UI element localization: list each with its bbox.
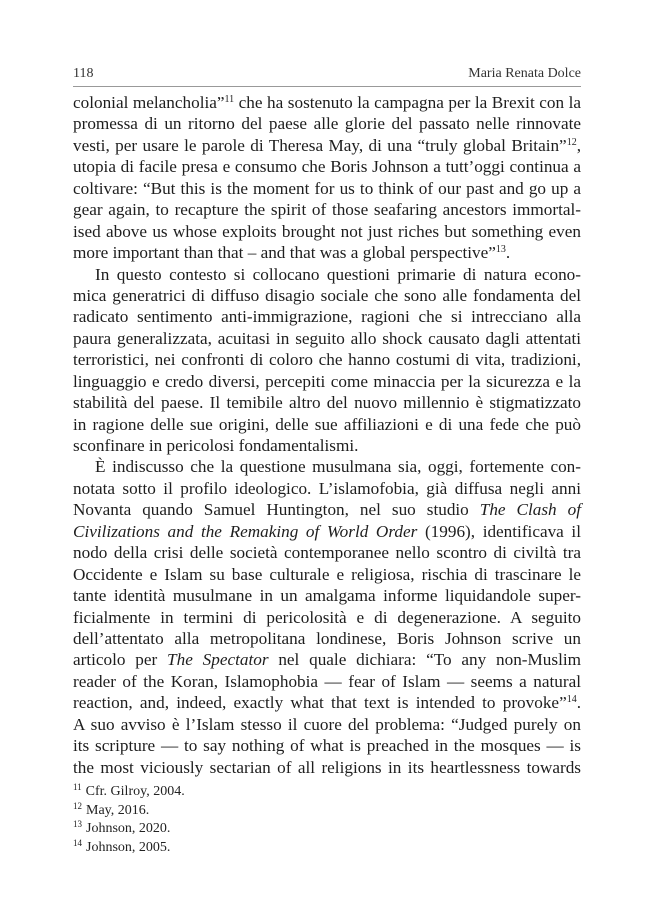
- text-segment: notata sotto il profilo ideologico. L’islamofobia, già diffusa negli anni: [73, 478, 581, 498]
- running-author: Maria Renata Dolce: [468, 66, 581, 81]
- text-line: [73, 92, 581, 113]
- footnote: [73, 820, 581, 839]
- text-line: [73, 542, 581, 563]
- text-line: [73, 499, 581, 520]
- text-segment: terroristici, nei confronti di coloro che hanno costumi di vita, tradizioni,: [73, 350, 581, 370]
- footnote-ref: 13: [495, 244, 506, 256]
- italic-title: Civilizations and the Remaking of World Order: [73, 521, 418, 541]
- text-segment: coltivare: “But this is the moment for us to think of our past and go up a: [73, 178, 581, 198]
- text-segment: .: [505, 243, 511, 263]
- footnote: [73, 839, 581, 858]
- text-segment: paura generalizzata, acuitasi in seguito allo shock causato dagli attentati: [73, 328, 581, 348]
- footnote-text: Johnson, 2005.: [86, 839, 171, 855]
- footnote-ref: 14: [566, 694, 577, 706]
- text-segment: ficialmente in termini di pericolosità e di degenerazione. A seguito: [73, 607, 581, 627]
- text-segment: radicato sentimento anti-immigrazione, ragioni che si intrecciano alla: [73, 307, 581, 327]
- footnotes: [73, 783, 581, 857]
- text-segment: È indiscusso che la questione musulmana sia, oggi, fortemente con-: [95, 457, 581, 477]
- text-line: [73, 628, 581, 649]
- text-line: [73, 328, 581, 349]
- footnote-number: 11: [73, 782, 82, 792]
- text-segment: more important than that – and that was a global perspective”: [73, 243, 496, 263]
- italic-title: The Spectator: [167, 650, 269, 670]
- text-line: [73, 349, 581, 370]
- footnote-text: May, 2016.: [86, 802, 150, 818]
- text-segment: mica generatrici di diffuso disagio sociale che sono alle fondamenta del: [73, 285, 581, 305]
- text-segment: dell’attentato alla metropolitana londinese, Boris Johnson scrive un: [73, 628, 581, 648]
- text-segment: vesti, per usare le parole di Theresa May, di una “truly global Britain”: [73, 135, 567, 155]
- text-segment: ,: [576, 135, 581, 155]
- footnote-text: Johnson, 2020.: [86, 821, 171, 836]
- text-line: [73, 285, 581, 306]
- text-segment: colonial melancholia”: [73, 93, 225, 112]
- text-segment: Novanta quando Samuel Huntington, nel suo studio: [73, 500, 480, 520]
- text-line: [73, 671, 581, 692]
- text-segment: In questo contesto si collocano questioni primarie di natura econo-: [95, 264, 581, 284]
- footnote: [73, 802, 581, 821]
- footnote-number: 12: [73, 800, 82, 811]
- text-line: [73, 649, 581, 670]
- text-segment: sconfinare in pericolosi fondamentalismi.: [73, 436, 359, 455]
- text-line: [73, 435, 581, 456]
- running-header: [73, 64, 581, 87]
- text-line: [73, 757, 581, 778]
- text-segment: reader of the Koran, Islamophobia — fear of Islam — seems a natural: [73, 671, 581, 691]
- text-line: [73, 735, 581, 756]
- text-line: [73, 371, 581, 392]
- text-line: [73, 199, 581, 220]
- text-segment: promessa di un ritorno del paese alle glorie del passato nelle rinnovate: [73, 114, 581, 134]
- text-line: [73, 714, 581, 735]
- text-line: [73, 113, 581, 134]
- text-segment: ised above us whose exploits brought not just riches but something even: [73, 221, 581, 241]
- text-segment: linguaggio e credo diversi, percepiti come minaccia per la sicurezza e la: [73, 371, 581, 391]
- text-line: [73, 564, 581, 585]
- text-line: [73, 178, 581, 199]
- footnote: [73, 783, 581, 802]
- italic-title: The Clash of: [479, 500, 581, 520]
- text-segment: stabilità del paese. Il temibile altro del nuovo millennio è stigmatizzato: [73, 393, 581, 413]
- text-line: [73, 521, 581, 542]
- text-segment: articolo per: [73, 650, 168, 670]
- text-line: [73, 221, 581, 242]
- text-line: [73, 414, 581, 435]
- footnote-ref: 12: [566, 136, 577, 148]
- text-line: [73, 585, 581, 606]
- text-segment: Occidente e Islam su base culturale e religiosa, rischia di trascinare le: [73, 564, 581, 584]
- text-segment: A suo avviso è l’Islam stesso il cuore del problema: “Judged purely on: [73, 714, 581, 734]
- text-segment: in ragione delle sue origini, delle sue affiliazioni e di una fede che può: [73, 414, 581, 434]
- body-text: [73, 92, 581, 778]
- footnote-number: 14: [73, 837, 82, 848]
- text-line: [73, 478, 581, 499]
- footnote-ref: 11: [224, 94, 235, 105]
- footnote-number: 13: [73, 819, 82, 829]
- text-line: [73, 607, 581, 628]
- text-line: [73, 392, 581, 413]
- text-line: [73, 456, 581, 477]
- text-line: [73, 135, 581, 156]
- text-line: [73, 306, 581, 327]
- text-segment: tante identità musulmane in un amalgama informe liquidandole super-: [73, 586, 581, 606]
- text-line: [73, 692, 581, 713]
- text-segment: its scripture — to say nothing of what is preached in the mosques — is: [73, 736, 581, 756]
- text-segment: gear again, to recapture the spirit of those seafaring ancestors immortal-: [73, 200, 581, 220]
- text-segment: the most viciously sectarian of all religions in its heartlessness towards: [73, 757, 581, 777]
- text-segment: (1996), identificava il: [417, 521, 581, 541]
- text-segment: nodo della crisi delle società contemporanee nello scontro di civiltà tra: [73, 543, 581, 563]
- text-segment: nel quale dichiara: “To any non-Muslim: [268, 650, 581, 670]
- text-segment: reaction, and, indeed, exactly what that text is intended to provoke”: [73, 693, 567, 713]
- text-segment: utopia di facile presa e consumo che Boris Johnson a tutt’oggi continua a: [73, 157, 581, 177]
- footnote-text: Cfr. Gilroy, 2004.: [85, 784, 185, 799]
- text-line: [73, 264, 581, 285]
- text-segment: .: [576, 693, 581, 713]
- text-line: [73, 156, 581, 177]
- text-segment: che ha sostenuto la campagna per la Brexit con la: [234, 93, 582, 112]
- text-line: [73, 242, 581, 263]
- page-number: 118: [73, 66, 94, 81]
